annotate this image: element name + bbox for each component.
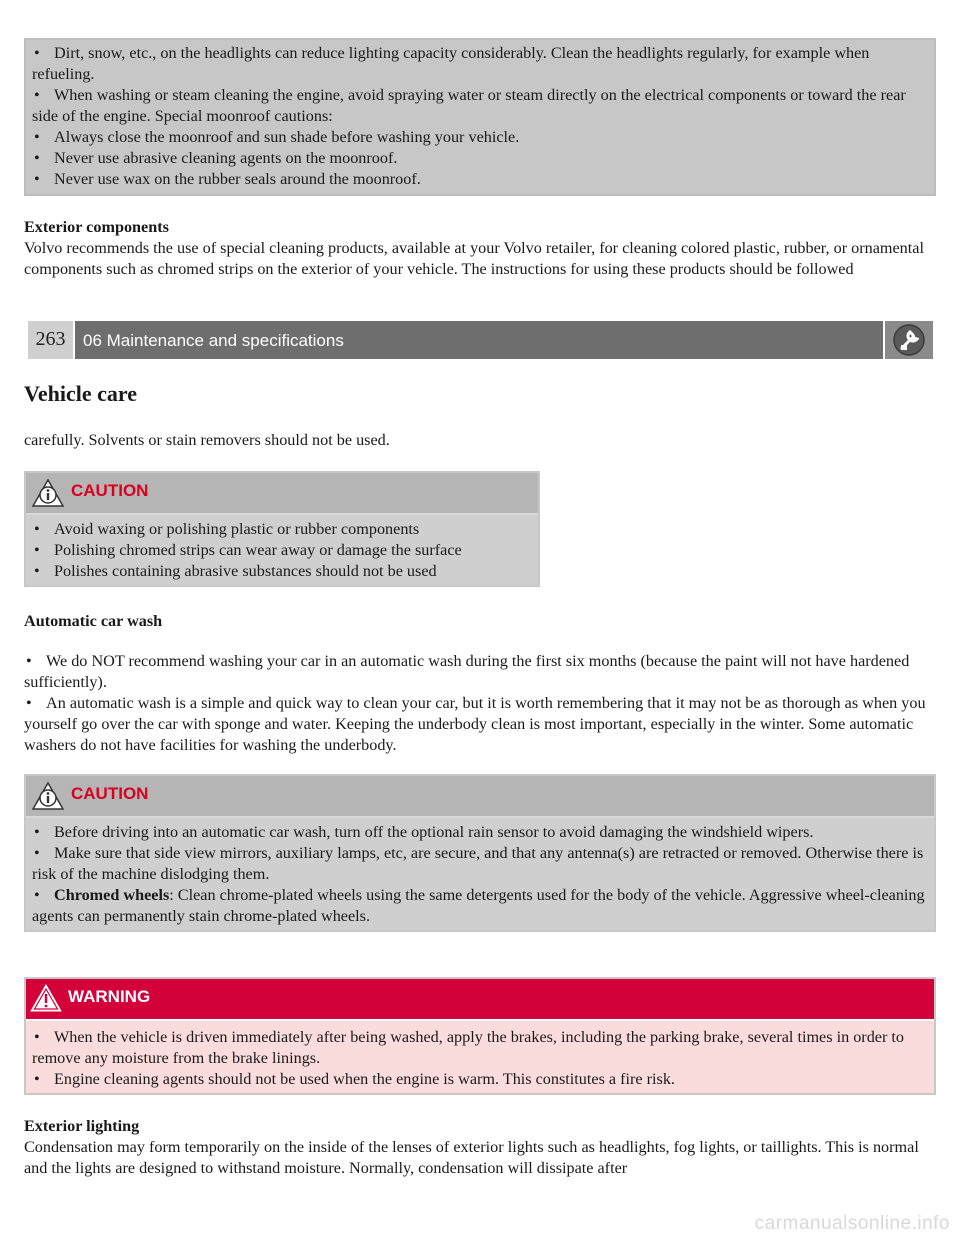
caution-box-car-wash (24, 774, 936, 932)
list-item: • Make sure that side view mirrors, auxiliary lamps, etc, are secure, and that any antenna(s) are retracted or removed. Otherwise there is risk of the machine dislodging them. (32, 843, 930, 885)
warning-triangle-icon (30, 984, 62, 1018)
caution-list (32, 519, 534, 582)
moonroof-note-list (32, 43, 928, 190)
list-item: • When washing or steam cleaning the engine, avoid spraying water or steam directly on the electrical components or toward the rear side of the engine. Special moonroof cautions: (32, 85, 928, 127)
list-item: • An automatic wash is a simple and quick way to clean your car, but it is worth remembering that it may not be as thorough as when you yourself go over the car with sponge and water. Keeping the underbody clean is most important, especially in the winter. Some automatic washers do not have facilities for washing the underbody. (24, 693, 936, 756)
chromed-wheels-text: : Clean chrome-plated wheels using the same detergents used for the body of the vehicle. Aggressive wheel-cleaning agents can permanently stain chrome-plated wheels. (32, 886, 925, 925)
watermark: carmanualsonline.info (754, 1213, 950, 1234)
caution-body (26, 818, 934, 930)
list-item: • Polishes containing abrasive substances should not be used (32, 561, 534, 582)
wrench-icon (885, 321, 933, 359)
list-item: • We do NOT recommend washing your car in an automatic wash during the first six months (because the paint will not have hardened sufficiently). (24, 651, 936, 693)
caution-label: CAUTION (71, 481, 149, 500)
page-number: 263 (28, 321, 73, 359)
list-item: • Never use abrasive cleaning agents on the moonroof. (32, 148, 928, 169)
warning-box (24, 977, 936, 1095)
caution-header (26, 473, 538, 515)
list-item: • Never use wax on the rubber seals around the moonroof. (32, 169, 928, 190)
info-icon (32, 479, 64, 513)
car-wash-list (24, 651, 936, 756)
caution-body (26, 515, 538, 585)
warning-list (32, 1027, 930, 1090)
caution-label: CAUTION (71, 784, 149, 803)
warning-label: WARNING (68, 987, 151, 1006)
caution-box-polishing (24, 471, 540, 587)
exterior-components-text: Volvo recommends the use of special cleaning products, available at your Volvo retailer, for cleaning colored plastic, rubber, or ornamental components such as chromed strips on the exterior of your vehicle. The instructions for using these products should be followed (24, 239, 924, 278)
list-item: • Before driving into an automatic car wash, turn off the optional rain sensor to avoid damaging the windshield wipers. (32, 822, 930, 843)
list-item: • Dirt, snow, etc., on the headlights can reduce lighting capacity considerably. Clean the headlights regularly, for example when refueling. (32, 43, 928, 85)
warning-body (26, 1021, 934, 1093)
exterior-components-heading: Exterior components (24, 218, 169, 236)
caution-header (26, 776, 934, 818)
exterior-lighting-heading: Exterior lighting (24, 1117, 140, 1135)
list-item: • Avoid waxing or polishing plastic or rubber components (32, 519, 534, 540)
exterior-components-section (24, 217, 936, 280)
chromed-wheels-label: Chromed wheels (54, 886, 170, 904)
list-item: • Always close the moonroof and sun shade before washing your vehicle. (32, 127, 928, 148)
moonroof-note-box (24, 38, 936, 196)
list-item (32, 885, 930, 927)
exterior-lighting-text: Condensation may form temporarily on the inside of the lenses of exterior lights such as headlights, fog lights, or taillights. This is normal and the lights are designed to withstand moisture. Normally, condensation will dissipate after (24, 1138, 919, 1177)
list-item: • Polishing chromed strips can wear away or damage the surface (32, 540, 534, 561)
caution-list (32, 822, 930, 927)
list-item: • Engine cleaning agents should not be used when the engine is warm. This constitutes a fire risk. (32, 1069, 930, 1090)
list-item: • When the vehicle is driven immediately after being washed, apply the brakes, including the parking brake, several times in order to remove any moisture from the brake linings. (32, 1027, 930, 1069)
chapter-title: 06 Maintenance and specifications (75, 321, 883, 359)
car-wash-heading: Automatic car wash (24, 612, 163, 630)
info-icon (32, 782, 64, 816)
warning-header (26, 979, 934, 1021)
continuation-text: carefully. Solvents or stain removers should not be used. (24, 431, 390, 449)
exterior-lighting-section (24, 1116, 936, 1179)
chapter-header-bar (28, 321, 933, 359)
page-title: Vehicle care (24, 381, 138, 406)
